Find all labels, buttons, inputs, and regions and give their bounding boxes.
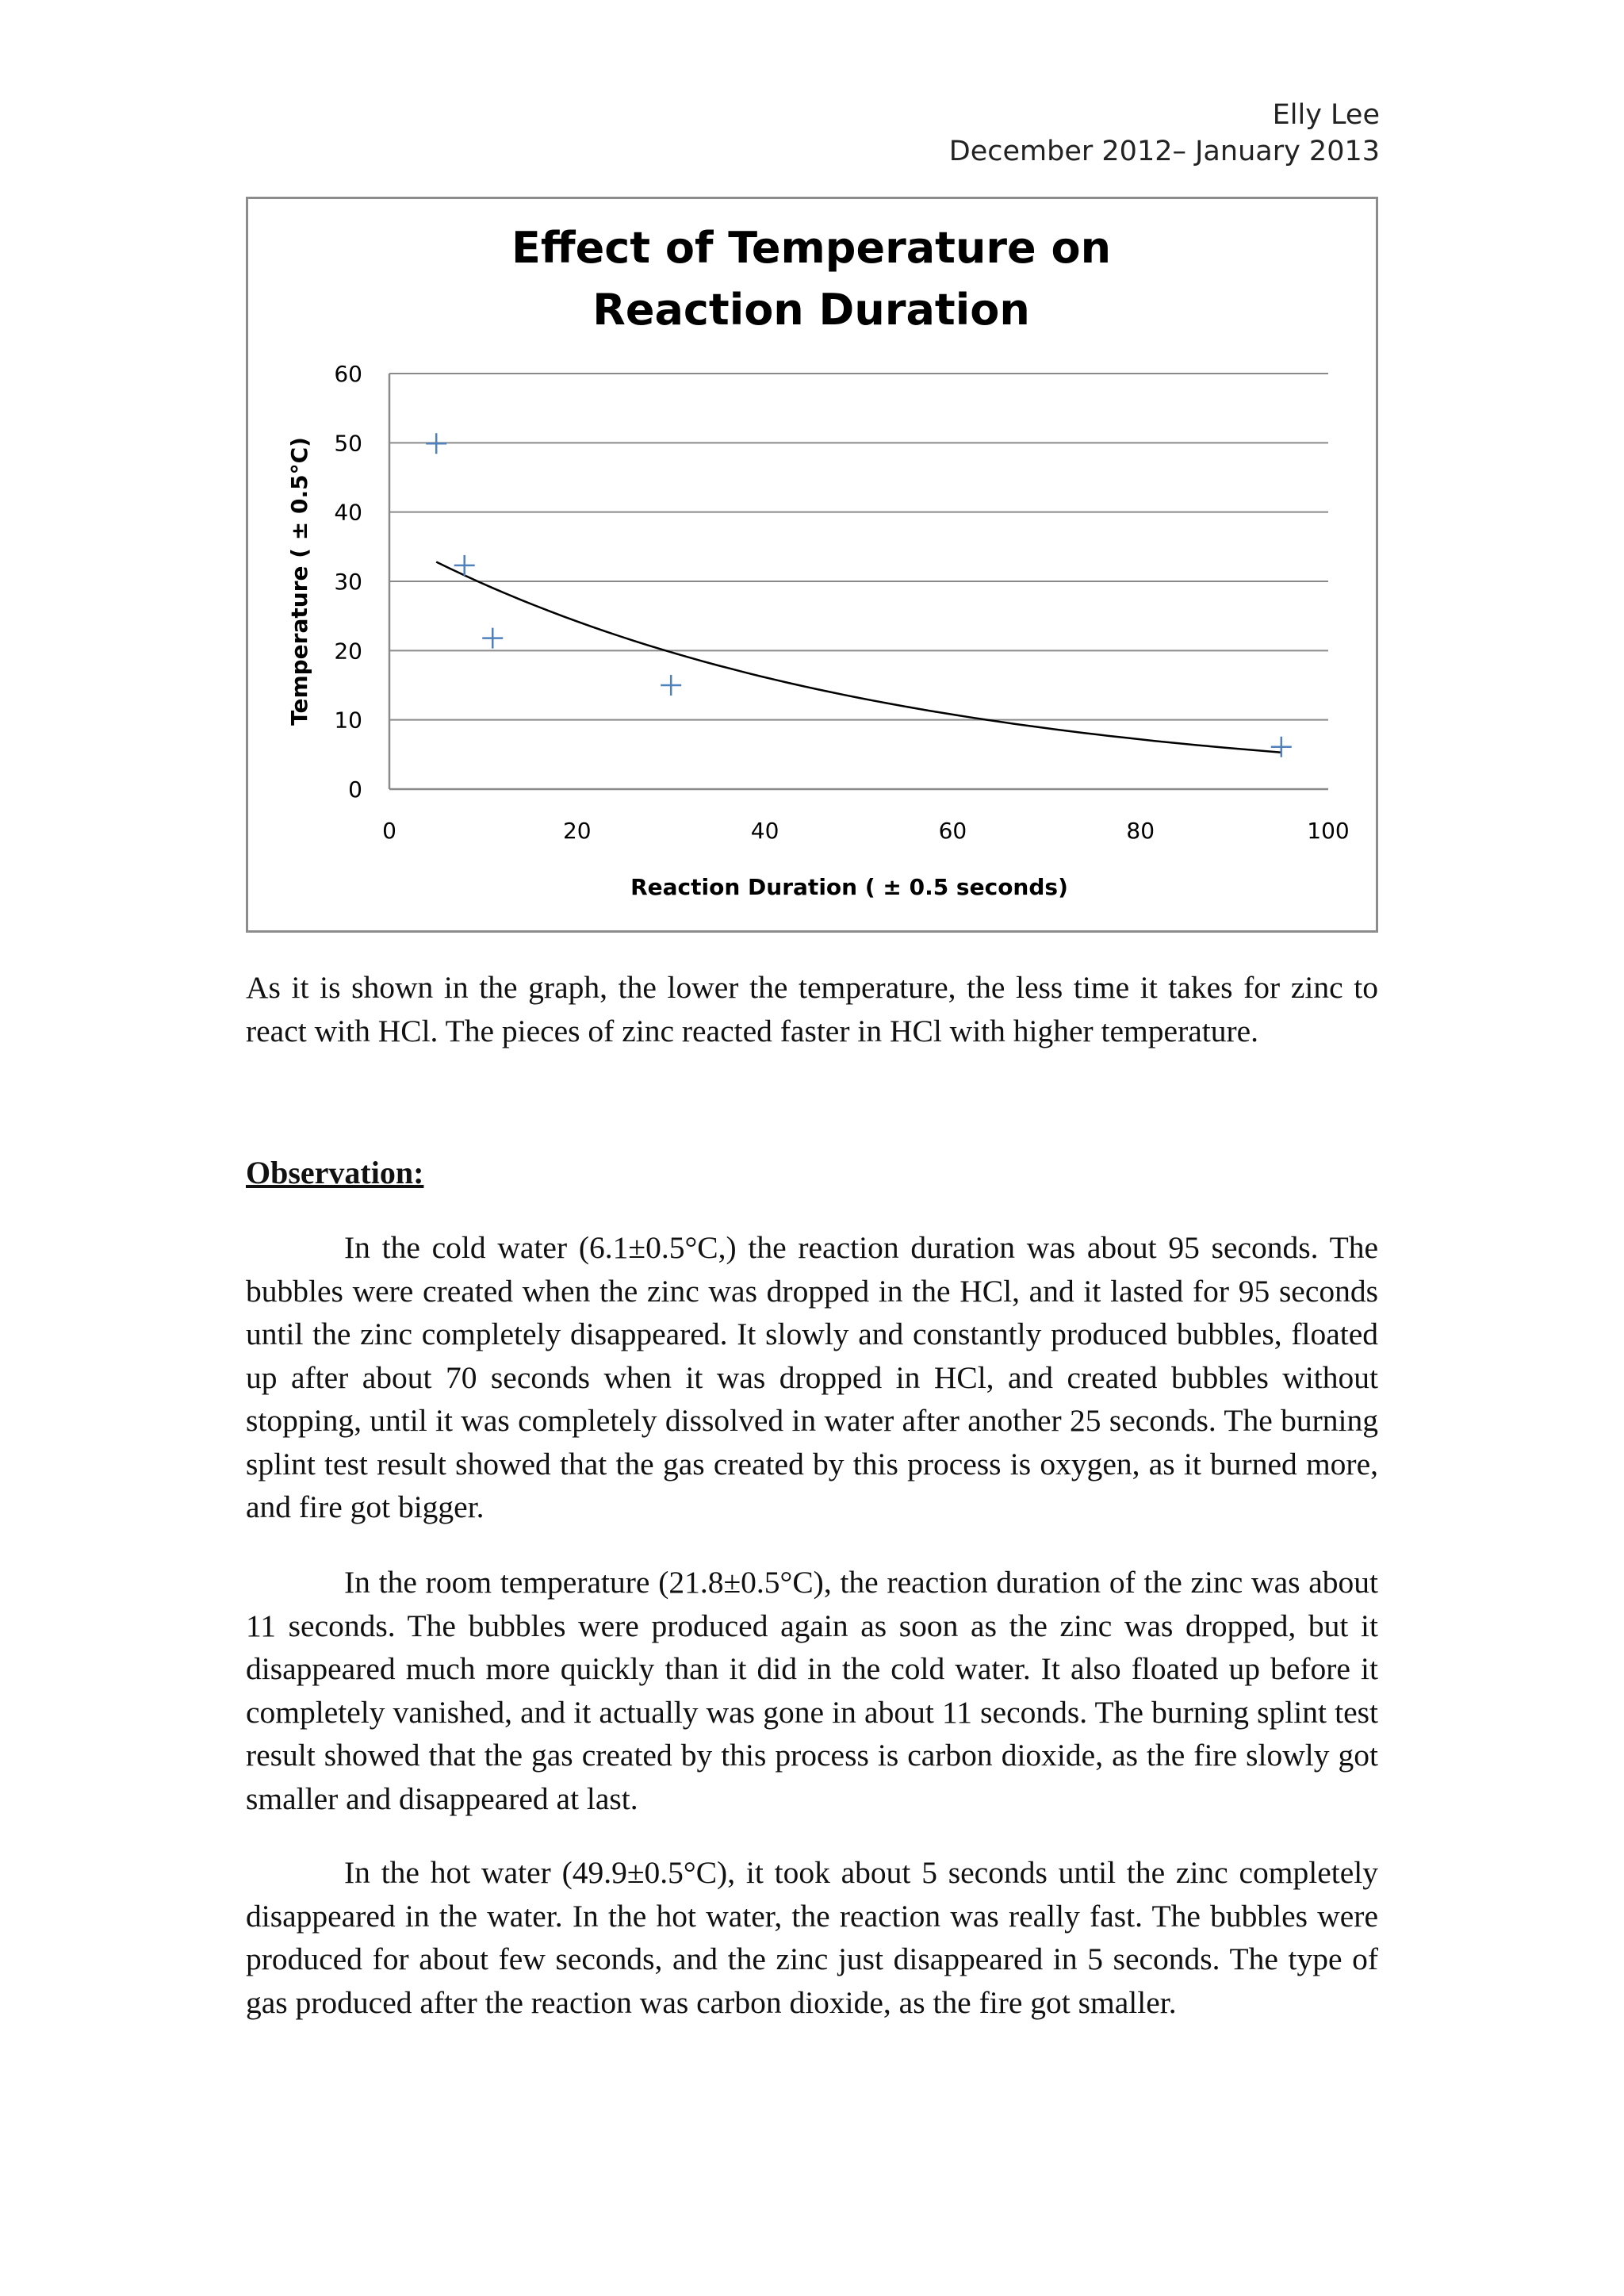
x-tick-label: 0	[382, 818, 396, 844]
x-axis-label: Reaction Duration ( ± 0.5 seconds)	[630, 874, 1068, 900]
x-tick-label: 100	[1307, 818, 1350, 844]
chart-container	[246, 197, 1378, 933]
chart-title-line1: Effect of Temperature on	[511, 223, 1112, 273]
y-tick-label: 50	[334, 430, 362, 457]
y-tick-label: 20	[334, 638, 362, 665]
data-point	[482, 628, 503, 649]
y-tick-label: 30	[334, 569, 362, 595]
y-tick-label: 40	[334, 499, 362, 526]
room-temperature-paragraph: In the room temperature (21.8±0.5°C), the reaction duration of the zinc was about 11 seconds. The bubbles were produced again as soon as the zinc was dropped, but it disappeared much more quickly than it did in the cold water. It also floated up before it completely vanished, and it actually was gone in about 11 seconds. The burning splint test result showed that the gas created by this process is carbon dioxide, as the fire slowly got smaller and disappeared at last.	[246, 1565, 1378, 1816]
y-tick-labels	[334, 361, 362, 803]
author-name: Elly Lee	[1272, 99, 1380, 131]
x-tick-label: 40	[750, 818, 779, 844]
gridlines	[389, 374, 1328, 720]
report-date: December 2012– January 2013	[948, 136, 1380, 167]
page-header	[949, 97, 1380, 170]
y-tick-label: 60	[334, 361, 362, 387]
hot-water-paragraph: In the hot water (49.9±0.5°C), it took about 5 seconds until the zinc completely disappeared in the water. In the hot water, the reaction was really fast. The bubbles were produced for about few seconds, and the zinc just disappeared in 5 seconds. The type of gas produced after the reaction was carbon dioxide, as the fire got smaller.	[246, 1855, 1378, 2020]
y-axis-label: Temperature ( ± 0.5°C)	[286, 437, 312, 726]
x-tick-labels	[382, 818, 1350, 844]
trendline	[436, 562, 1281, 753]
observation-heading: Observation:	[246, 1155, 424, 1190]
data-points	[426, 433, 1292, 757]
x-tick-label: 60	[938, 818, 967, 844]
data-point	[426, 433, 446, 454]
x-tick-label: 20	[562, 818, 592, 844]
data-point	[661, 675, 681, 696]
trendline-group	[436, 562, 1281, 753]
data-point	[1271, 737, 1292, 757]
y-tick-label: 0	[348, 776, 362, 803]
scatter-chart	[248, 199, 1376, 930]
chart-title-line2: Reaction Duration	[592, 285, 1030, 335]
summary-paragraph: As it is shown in the graph, the lower the temperature, the less time it takes for zinc to react with HCl. The pieces of zinc reacted faster in HCl with higher temperature.	[246, 970, 1378, 1048]
cold-water-paragraph: In the cold water (6.1±0.5°C,) the reaction duration was about 95 seconds. The bubbles were created when the zinc was dropped in the HCl, and it lasted for 95 seconds until the zinc completely disappeared. It slowly and constantly produced bubbles, floated up after about 70 seconds when it was dropped in HCl, and created bubbles without stopping, until it was completely dissolved in water after another 25 seconds. The burning splint test result showed that the gas created by this process is oxygen, as it burned more, and fire got bigger.	[246, 1230, 1378, 1524]
x-tick-label: 80	[1126, 818, 1155, 844]
y-tick-label: 10	[334, 707, 362, 734]
